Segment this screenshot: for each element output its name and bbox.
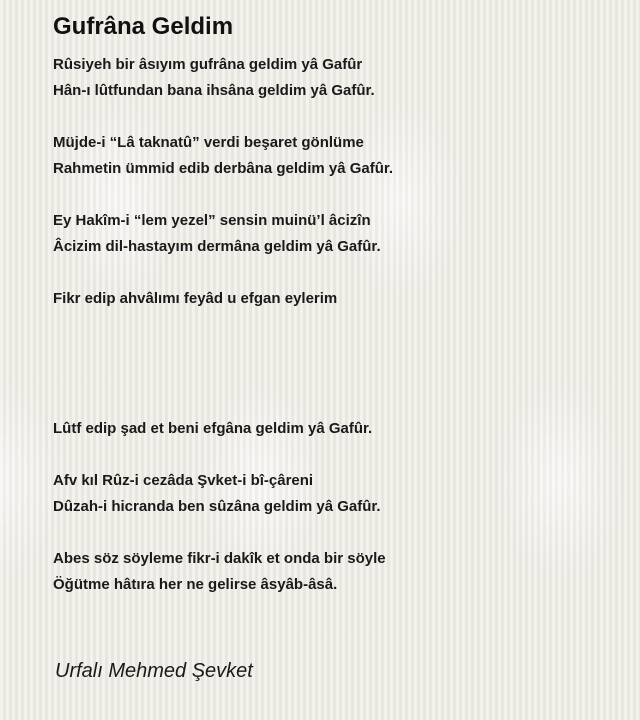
poem-line: Âcizim dil-hastayım dermâna geldim yâ Gafûr. — [53, 238, 381, 255]
poem-line: Öğütme hâtıra her ne gelirse âsyâb-âsâ. — [53, 576, 338, 593]
stanza-gap — [53, 442, 613, 468]
poem-line: Rahmetin ümmid edib derbâna geldim yâ Gafûr. — [53, 160, 394, 177]
stanza-gap — [53, 520, 613, 546]
poem-line: Dûzah-i hicranda ben sûzâna geldim yâ Gafûr. — [53, 498, 381, 515]
poem-line: Lûtf edip şad et beni efgâna geldim yâ Gafûr. — [53, 420, 373, 437]
stanza-7 — [53, 546, 613, 598]
poem-line: Afv kıl Rûz-i cezâda Şvket-i bî-çâreni — [53, 472, 314, 489]
stanza-4 — [53, 286, 613, 312]
poem-line: Abes söz söyleme fikr-i dakîk et onda bir söyle — [53, 550, 386, 567]
stanza-gap — [53, 260, 613, 286]
stanza-5 — [53, 416, 613, 442]
poem-title: Gufrâna Geldim — [53, 13, 234, 40]
stanza-1 — [53, 52, 613, 104]
stanza-3 — [53, 208, 613, 260]
poem-author: Urfalı Mehmed Şevket — [55, 660, 253, 682]
poem-line: Fikr edip ahvâlımı feyâd u efgan eylerim — [53, 290, 338, 307]
poem-line: Rûsiyeh bir âsıyım gufrâna geldim yâ Gafûr — [53, 56, 363, 73]
stanza-gap — [53, 182, 613, 208]
stanza-6 — [53, 468, 613, 520]
poem-line: Ey Hakîm-i “lem yezel” sensin muinü’l âcizîn — [53, 212, 371, 229]
poem-line: Müjde-i “Lâ taknatû” verdi beşaret gönlüme — [53, 134, 364, 151]
poem-body — [53, 52, 613, 598]
stanza-gap — [53, 312, 613, 416]
stanza-gap — [53, 104, 613, 130]
poem-line: Hân-ı lûtfundan bana ihsâna geldim yâ Gafûr. — [53, 82, 375, 99]
stanza-2 — [53, 130, 613, 182]
